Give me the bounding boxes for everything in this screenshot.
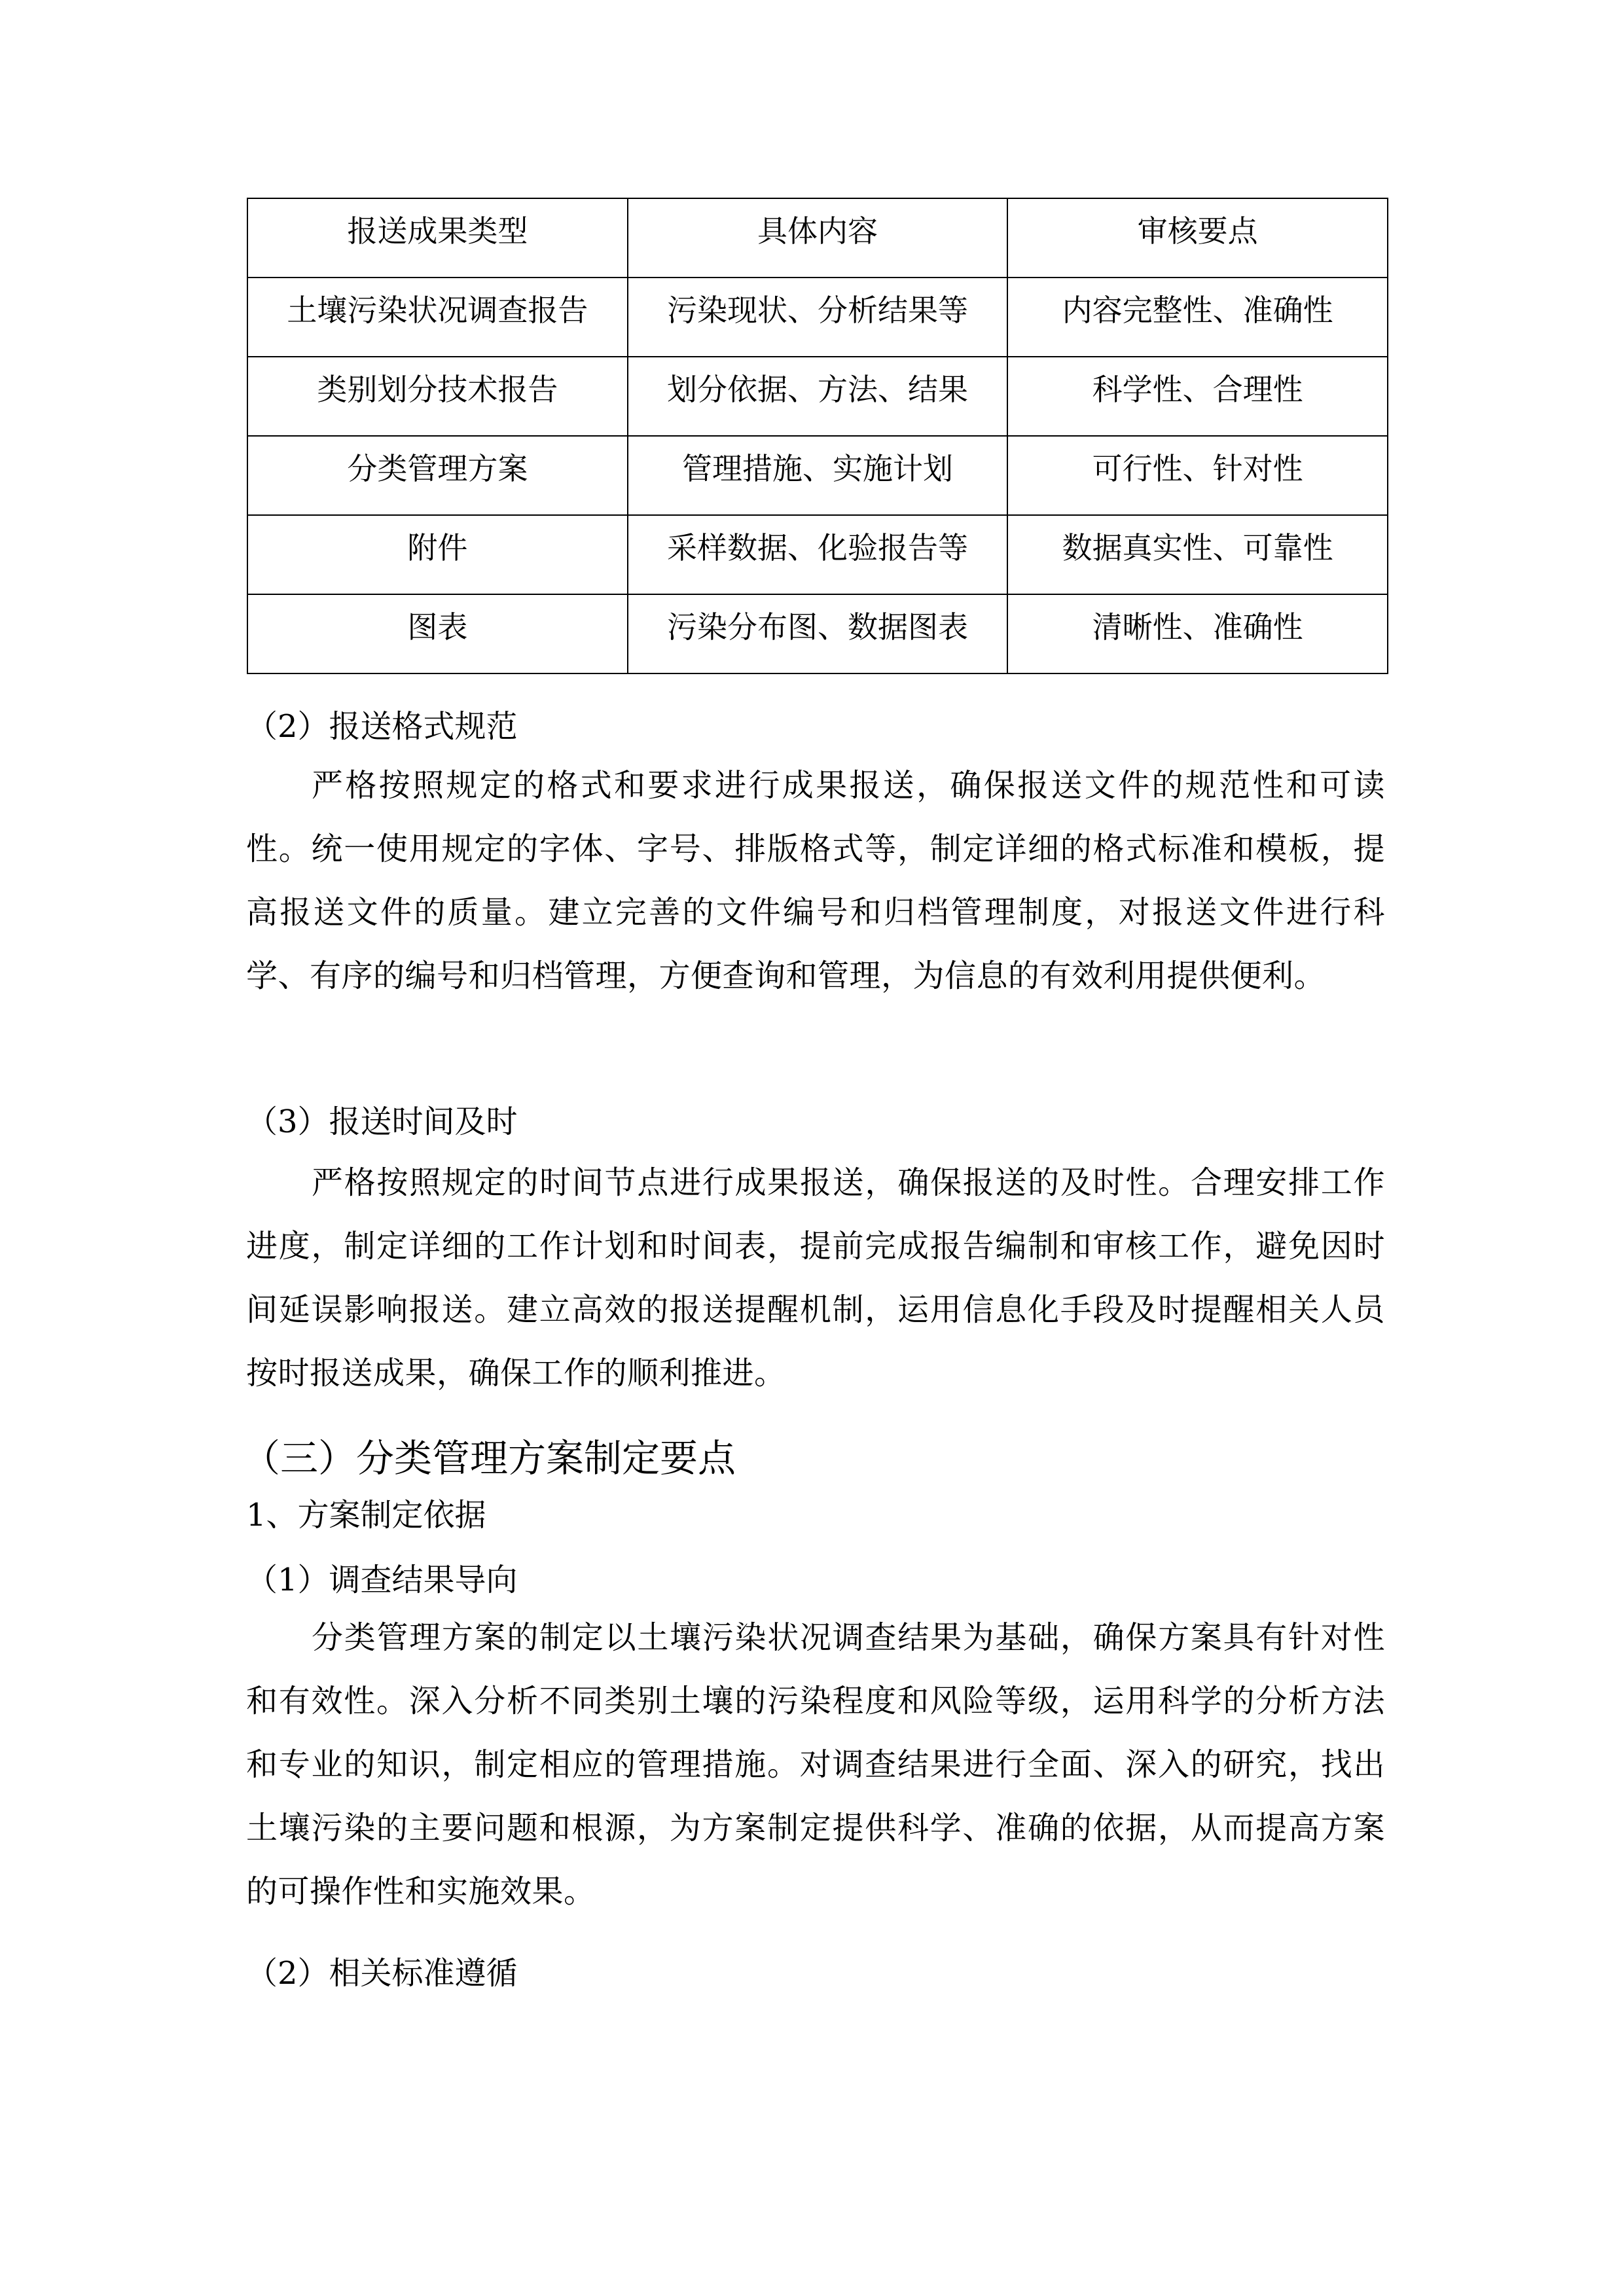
table-cell: 类别划分技术报告 bbox=[247, 357, 628, 436]
survey-paragraph: 分类管理方案的制定以土壤污染状况调查结果为基础，确保方案具有针对性和有效性。深入分析不同类别土壤的污染程度和风险等级，运用科学的分析方法和专业的知识，制定相应的管理措施。对调查结果进行全面、深入的研究，找出土壤污染的主要问题和根源，为方案制定提供科学、准确的依据，从而提高方案的可操作性和实施效果。 bbox=[246, 1619, 1385, 1910]
table-cell: 管理措施、实施计划 bbox=[628, 436, 1008, 515]
table-cell: 清晰性、准确性 bbox=[1007, 594, 1388, 673]
table-cell: 可行性、针对性 bbox=[1007, 436, 1388, 515]
table-cell: 划分依据、方法、结果 bbox=[628, 357, 1008, 436]
table-cell: 土壤污染状况调查报告 bbox=[247, 278, 628, 357]
table-cell: 图表 bbox=[247, 594, 628, 673]
format-subheading: （2）报送格式规范 bbox=[246, 708, 518, 745]
header-cell: 具体内容 bbox=[628, 198, 1008, 278]
table-cell: 分类管理方案 bbox=[247, 436, 628, 515]
table-row bbox=[247, 515, 1388, 594]
standard-subheading: （2）相关标准遵循 bbox=[246, 1955, 518, 1992]
basis-heading: 1、方案制定依据 bbox=[246, 1497, 486, 1534]
survey-subheading: （1）调查结果导向 bbox=[246, 1562, 518, 1598]
table-cell: 采样数据、化验报告等 bbox=[628, 515, 1008, 594]
table-cell: 污染分布图、数据图表 bbox=[628, 594, 1008, 673]
table-cell: 污染现状、分析结果等 bbox=[628, 278, 1008, 357]
table-cell: 科学性、合理性 bbox=[1007, 357, 1388, 436]
table-row bbox=[247, 357, 1388, 436]
table-cell: 数据真实性、可靠性 bbox=[1007, 515, 1388, 594]
header-cell: 报送成果类型 bbox=[247, 198, 628, 278]
table-cell: 内容完整性、准确性 bbox=[1007, 278, 1388, 357]
format-paragraph: 严格按照规定的格式和要求进行成果报送，确保报送文件的规范性和可读性。统一使用规定的字体、字号、排版格式等，制定详细的格式标准和模板，提高报送文件的质量。建立完善的文件编号和归档管理制度，对报送文件进行科学、有序的编号和归档管理，方便查询和管理，为信息的有效利用提供便利。 bbox=[246, 767, 1385, 994]
table-header-row bbox=[247, 198, 1388, 278]
time-paragraph: 严格按照规定的时间节点进行成果报送，确保报送的及时性。合理安排工作进度，制定详细的工作计划和时间表，提前完成报告编制和审核工作，避免因时间延误影响报送。建立高效的报送提醒机制，运用信息化手段及时提醒相关人员按时报送成果，确保工作的顺利推进。 bbox=[246, 1164, 1385, 1391]
section-heading: （三）分类管理方案制定要点 bbox=[242, 1436, 736, 1480]
table-cell: 附件 bbox=[247, 515, 628, 594]
table-row bbox=[247, 436, 1388, 515]
header-cell: 审核要点 bbox=[1007, 198, 1388, 278]
report-results-table bbox=[247, 198, 1388, 674]
table-row bbox=[247, 594, 1388, 673]
time-subheading: （3）报送时间及时 bbox=[246, 1103, 518, 1140]
table-row bbox=[247, 278, 1388, 357]
